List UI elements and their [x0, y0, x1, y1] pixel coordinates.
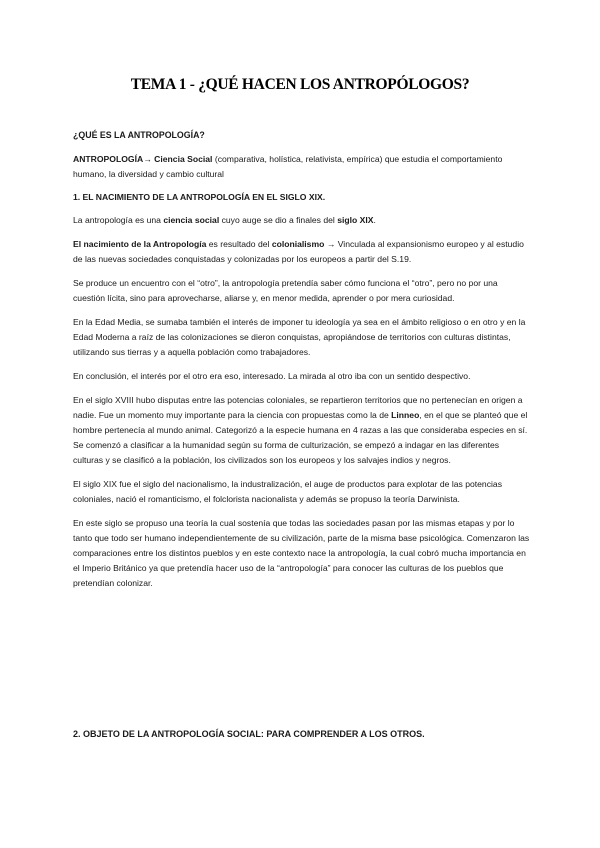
section-1-heading: 1. EL NACIMIENTO DE LA ANTROPOLOGÍA EN EL SIGLO XIX. — [73, 192, 326, 202]
section-1-paragraph-1 — [73, 213, 531, 228]
definition-rest: (comparativa, holística, relativista, empírica) que estudia el comportamiento humano, la diversidad y cambio cultural — [73, 154, 503, 179]
section-1-paragraph-7: El siglo XIX fue el siglo del nacionalismo, la industralización, el auge de productos para explotar de las potencias coloniales, nació el romanticismo, el folclorista nacionalista y además se propuso la teoría Darwinista. — [73, 479, 502, 504]
definition-bold: Ciencia Social — [154, 154, 213, 164]
definition-paragraph — [73, 152, 531, 182]
text-run: → Vinculada al expansionismo europeo y al estudio de las nuevas sociedades conquistadas y colonizadas por los europeos a partir del S.19. — [73, 239, 524, 264]
document-title: TEMA 1 - ¿QUÉ HACEN LOS ANTROPÓLOGOS? — [130, 76, 470, 93]
bold-run: Linneo — [391, 410, 420, 420]
bold-run: colonialismo — [271, 239, 325, 249]
section-1-paragraph-8: En este siglo se propuso una teoría la cual sostenía que todas las sociedades pasan por las mismas etapas y por lo tanto que todo ser humano independientemente de su civilización, parte de la misma base psicológica. Comenzaron las comparaciones entre los distintos pueblos y en este contexto nace la antropología, la cual cobró mucha importancia en el Imperio Británico ya que pretendía hacer uso de la “antropología” para conocer las culturas de los pueblos que pretendían colonizar. — [73, 518, 530, 588]
text-run: La antropología es una — [73, 215, 164, 225]
text-run: cuyo auge se dio a finales del — [219, 215, 338, 225]
text-run: En el siglo XVIII hubo disputas entre las potencias coloniales, se repartieron territorios que no pertenecían en origen a nadie. Fue un momento muy importante para la ciencia con propuestas como la de — [73, 395, 523, 420]
text-run: . — [373, 215, 376, 225]
definition-arrow: → — [143, 154, 155, 164]
section-1-paragraph-5: En conclusión, el interés por el otro era eso, interesado. La mirada al otro iba con un sentido despectivo. — [73, 371, 471, 381]
text-run: , en el que se planteó que el hombre pertenecía al mundo animal. Categorizó a la especie humana en 4 razas a las que consideraba especies en sí. Se comenzó a clasificar a la humanidad según su forma de culturización, se empezó a indagar en las diferentes culturas y se clasificó a la población, los civilizados son los europeos y los salvajes indios y negros. — [73, 410, 528, 465]
text-run: es resultado del — [206, 239, 272, 249]
bold-run: ciencia social — [163, 215, 220, 225]
bold-run: El nacimiento de la Antropología — [73, 239, 207, 249]
definition-term: ANTROPOLOGÍA — [73, 154, 144, 164]
question-heading: ¿QUÉ ES LA ANTROPOLOGÍA? — [73, 130, 205, 140]
bold-run: siglo XIX — [337, 215, 374, 225]
section-1-paragraph-6 — [73, 393, 531, 468]
section-1-paragraph-3: Se produce un encuentro con el “otro”, la antropología pretendía saber cómo funciona el “otro”, pero no por una cuestión lícita, sino para aprovecharse, aliarse y, en menor medida, aprender o por mera curiosidad. — [73, 278, 498, 303]
document-body — [73, 128, 531, 591]
section-1-paragraph-4: En la Edad Media, se sumaba también el interés de imponer tu ideología ya sea en el ámbito religioso o en otro y en la Edad Moderna a raíz de las colonizaciones se dieron conquistas, apropiándose de territorios con culturas distintas, utilizando sus tierras y a aquella población como trabajadores. — [73, 317, 526, 357]
section-1-paragraph-2 — [73, 237, 531, 267]
section-2-heading: 2. OBJETO DE LA ANTROPOLOGÍA SOCIAL: PARA COMPRENDER A LOS OTROS. — [73, 729, 425, 739]
